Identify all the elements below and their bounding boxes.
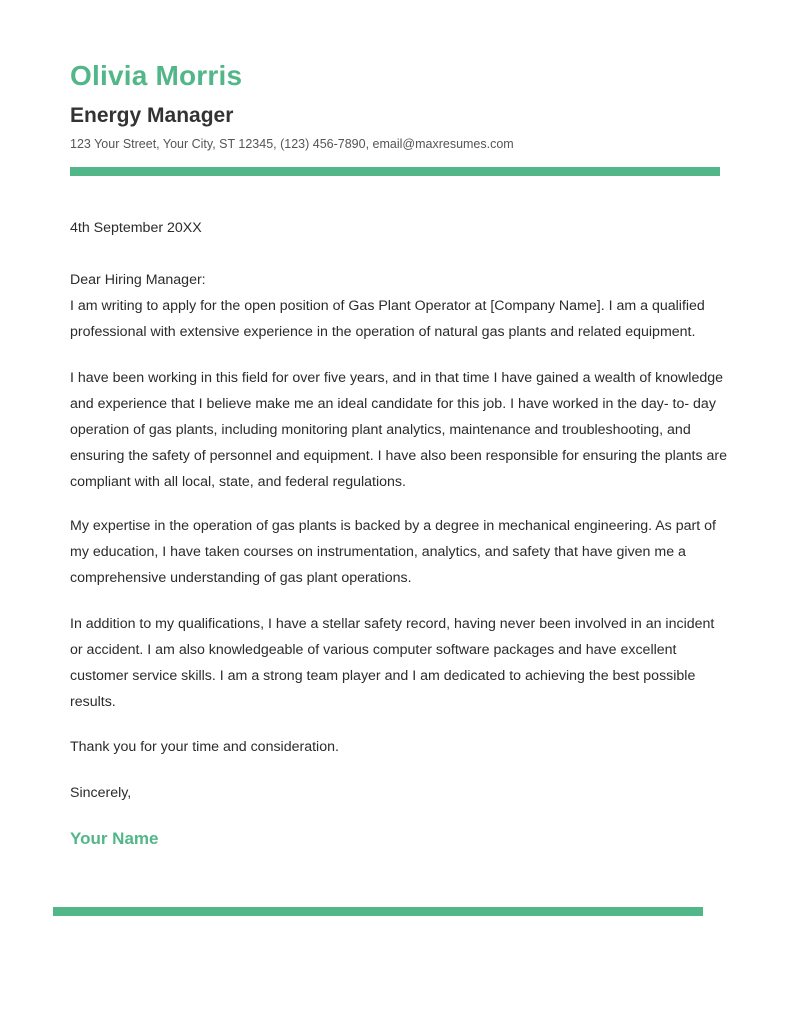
paragraph-qualifications: In addition to my qualifications, I have a stellar safety record, having never been involved in an incident or accident. I am also knowledgeable of various computer software packages and have excellent customer service skills. I am a strong team player and I am dedicated to achieving the best possible results. bbox=[70, 616, 715, 710]
contact-info: 123 Your Street, Your City, ST 12345, (123) 456-7890, email@maxresumes.com bbox=[70, 137, 514, 151]
header-divider bbox=[70, 167, 720, 176]
salutation: Dear Hiring Manager: bbox=[70, 272, 206, 288]
signature-name: Your Name bbox=[70, 829, 159, 848]
closing-line: Sincerely, bbox=[70, 785, 132, 801]
footer-divider bbox=[53, 907, 703, 916]
paragraph-education: My expertise in the operation of gas plants is backed by a degree in mechanical engineering. As part of my education, I have taken courses on instrumentation, analytics, and safety that have given me a comprehensive understanding of gas plant operations. bbox=[70, 518, 716, 586]
applicant-name: Olivia Morris bbox=[70, 60, 243, 91]
thanks-line: Thank you for your time and consideration. bbox=[70, 739, 339, 755]
job-title: Energy Manager bbox=[70, 104, 234, 127]
paragraph-intro: I am writing to apply for the open position of Gas Plant Operator at [Company Name]. I am a qualified professional with extensive experience in the operation of natural gas plants and related equipment. bbox=[70, 298, 705, 340]
letter-date: 4th September 20XX bbox=[70, 220, 202, 236]
paragraph-experience: I have been working in this field for over five years, and in that time I have gained a wealth of knowledge and experience that I believe make me an ideal candidate for this job. I have worked in the day- to- day operation of gas plants, including monitoring plant analytics, maintenance and troubleshooting, and ensuring the safety of personnel and equipment. I have also been responsible for ensuring the plants are compliant with all local, state, and federal regulations. bbox=[70, 370, 727, 490]
